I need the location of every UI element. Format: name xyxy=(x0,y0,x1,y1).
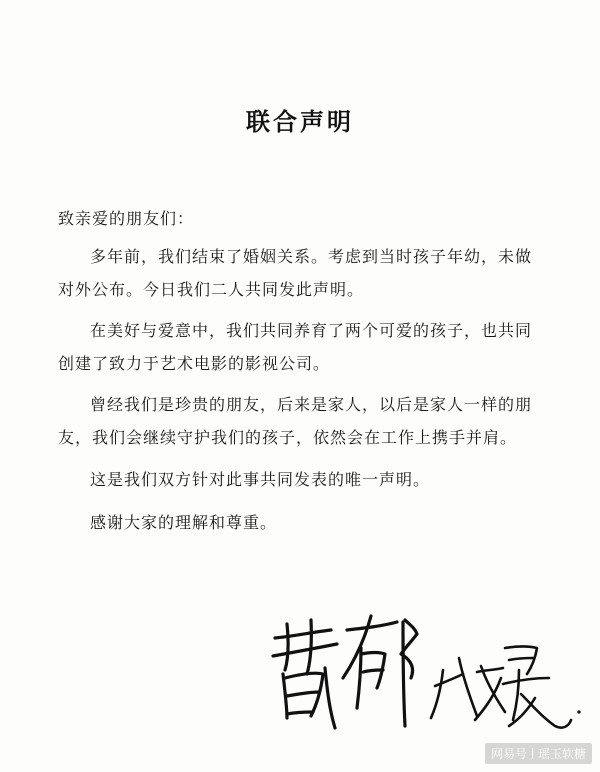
paragraph-4: 这是我们双方针对此事共同发表的唯一声明。 xyxy=(90,470,431,489)
paragraph-1: 多年前，我们结束了婚姻关系。考虑到当时孩子年幼，未做对外公布。今日我们二人共同发此声明。 xyxy=(58,247,533,299)
signature-second-name xyxy=(431,647,571,728)
paragraph-2: 在美好与爱意中，我们共同养育了两个可爱的孩子，也共同创建了致力于艺术电影的影视公司。 xyxy=(58,321,533,373)
watermark-divider xyxy=(532,748,533,759)
watermark xyxy=(485,743,592,764)
page-title: 联合声明 xyxy=(246,107,354,136)
signature-first-name xyxy=(273,620,337,728)
paragraph-5: 感谢大家的理解和尊重。 xyxy=(90,513,278,532)
signature-second-char xyxy=(343,616,417,726)
watermark-account: 瑶玉软糖 xyxy=(537,747,586,761)
handwritten-signature xyxy=(265,608,585,748)
watermark-site: 网易号 xyxy=(490,747,527,761)
paragraph-3: 曾经我们是珍贵的朋友，后来是家人，以后是家人一样的朋友，我们会继续守护我们的孩子，依然会在工作上携手并肩。 xyxy=(58,395,533,447)
salutation: 致亲爱的朋友们： xyxy=(58,209,195,228)
